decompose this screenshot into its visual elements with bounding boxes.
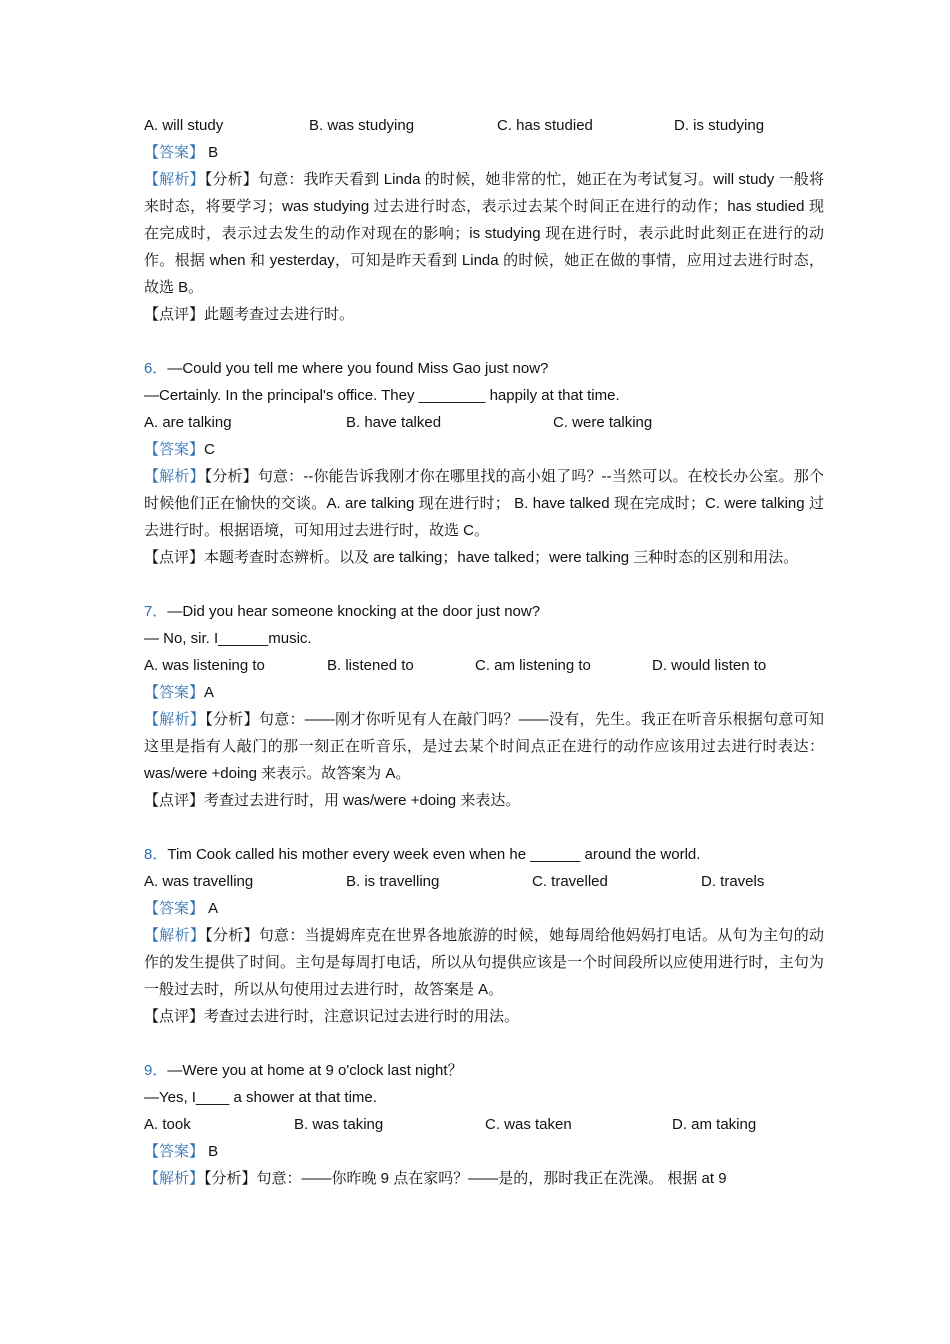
answer-value: A [204, 684, 215, 701]
question-text: Tim Cook called his mother every week even when he ______ around the world. [167, 846, 701, 863]
option-c: C. has studied [497, 117, 593, 134]
analysis-text: 【分析】句意：当提姆库克在世界各地旅游的时候，她每周给他妈妈打电话。从句为主句的动作的发生提供了时间。主句是每周打电话，所以从句提供应该是一个时间段所以应使用进行时，主句为一般过去时，所以从句使用过去进行时，故答案是 A。 [144, 927, 824, 998]
answer-line [144, 139, 824, 166]
analysis-paragraph [144, 463, 824, 544]
answer-line [144, 679, 824, 706]
analysis-text: 【分析】句意：我昨天看到 Linda 的时候，她非常的忙，她正在为考试复习。will study 一般将来时态，将要学习；was studying 过去进行时态，表示过去某个时间正在进行的动作；has studied 现在完成时，表示过去发生的动作对现在的影响；is studying 现在进行时，表示此时此刻正在进行的动作。根据 when 和 yesterday，可知是昨天看到 Linda 的时候，她正在做的事情，应用过去进行时态，故选 B。 [144, 171, 824, 296]
question-7-line2: — No, sir. I______music. [144, 630, 312, 647]
answer-line [144, 1138, 824, 1165]
option-d: D. am taking [672, 1116, 757, 1133]
option-b: B. listened to [327, 657, 414, 674]
answer-tag: 【答案】 [144, 1143, 205, 1160]
question-9-line2: —Yes, I____ a shower at that time. [144, 1089, 377, 1106]
comment-line: 【点评】此题考查过去进行时。 [144, 306, 355, 323]
answer-tag: 【答案】 [144, 144, 205, 161]
option-a: A. was listening to [144, 657, 265, 674]
document-page [144, 112, 824, 1192]
options-row [144, 1111, 824, 1138]
question-number: 8． [144, 846, 168, 863]
options-row [144, 409, 824, 436]
answer-value: C [204, 441, 215, 458]
analysis-text: 【分析】句意：——刚才你听见有人在敲门吗？——没有，先生。我正在听音乐根据句意可知这里是指有人敲门的那一刻正在听音乐，是过去某个时间点正在进行的动作应该用过去进行时表达：was/were +doing 来表示。故答案为 A。 [144, 711, 824, 782]
question-6-line2: —Certainly. In the principal's office. They ________ happily at that time. [144, 387, 620, 404]
question-number: 6． [144, 360, 168, 377]
option-a: A. will study [144, 117, 224, 134]
option-b: B. is travelling [346, 873, 440, 890]
option-c: C. were talking [553, 414, 653, 431]
analysis-paragraph [144, 706, 824, 787]
question-7-line1 [144, 598, 824, 625]
option-b: B. was taking [294, 1116, 384, 1133]
analysis-text: 【分析】句意：——你昨晚 9 点在家吗？——是的，那时我正在洗澡。 根据 at 9 [204, 1170, 727, 1187]
analysis-paragraph [144, 922, 824, 1003]
answer-line [144, 895, 824, 922]
answer-tag: 【答案】 [144, 900, 205, 917]
answer-value: B [204, 144, 219, 161]
question-8-line1 [144, 841, 824, 868]
analysis-tag: 【解析】 [144, 171, 205, 188]
comment-line: 【点评】考查过去进行时，注意识记过去进行时的用法。 [144, 1008, 520, 1025]
question-number: 7． [144, 603, 168, 620]
option-b: B. have talked [346, 414, 442, 431]
comment-line: 【点评】本题考查时态辨析。以及 are talking；have talked；were talking 三种时态的区别和用法。 [144, 549, 799, 566]
question-text: —Were you at home at 9 o'clock last night？ [167, 1062, 463, 1079]
answer-line [144, 436, 824, 463]
analysis-tag: 【解析】 [144, 1170, 205, 1187]
question-text: —Did you hear someone knocking at the door just now? [167, 603, 541, 620]
option-d: D. is studying [674, 117, 765, 134]
option-c: C. was taken [485, 1116, 572, 1133]
option-c: C. travelled [532, 873, 608, 890]
option-a: A. are talking [144, 414, 232, 431]
option-a: A. was travelling [144, 873, 254, 890]
answer-tag: 【答案】 [144, 441, 205, 458]
option-c: C. am listening to [475, 657, 591, 674]
analysis-tag: 【解析】 [144, 711, 206, 728]
options-row [144, 868, 824, 895]
question-text: —Could you tell me where you found Miss Gao just now? [167, 360, 549, 377]
answer-value: A [204, 900, 219, 917]
question-6-line1 [144, 355, 824, 382]
analysis-tag: 【解析】 [144, 468, 205, 485]
question-number: 9． [144, 1062, 168, 1079]
analysis-paragraph [144, 1165, 824, 1192]
analysis-paragraph [144, 166, 824, 301]
option-d: D. travels [701, 873, 765, 890]
question-9-line1 [144, 1057, 824, 1084]
options-row [144, 112, 824, 139]
option-b: B. was studying [309, 117, 415, 134]
options-row [144, 652, 824, 679]
option-d: D. would listen to [652, 657, 767, 674]
answer-value: B [204, 1143, 219, 1160]
option-a: A. took [144, 1116, 191, 1133]
answer-tag: 【答案】 [144, 684, 205, 701]
comment-line: 【点评】考查过去进行时，用 was/were +doing 来表达。 [144, 792, 521, 809]
analysis-tag: 【解析】 [144, 927, 206, 944]
analysis-text: 【分析】句意：--你能告诉我刚才你在哪里找的高小姐了吗？--当然可以。在校长办公室。那个时候他们正在愉快的交谈。A. are talking 现在进行时； B. have talked 现在完成时；C. were talking 过去进行时。根据语境，可知用过去进行时，故选 C。 [144, 468, 824, 539]
